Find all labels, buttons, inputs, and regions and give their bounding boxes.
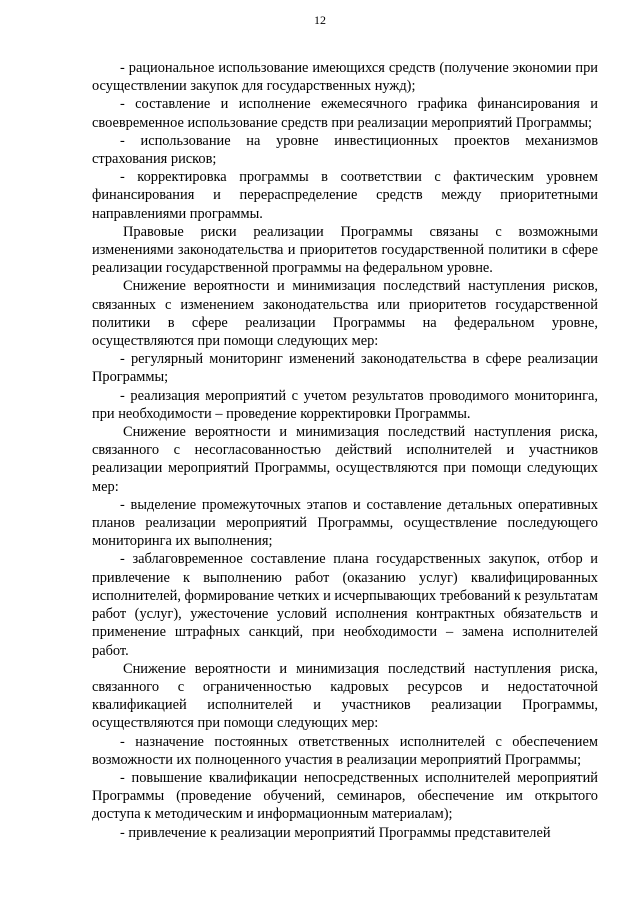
list-item: - выделение промежуточных этапов и составление детальных оперативных планов реализации мероприятий Программы, осуществление последующего мониторинга их выполнения; — [92, 496, 598, 550]
paragraph: Снижение вероятности и минимизация последствий наступления риска, связанного с несогласованностью действий исполнителей и участников реализации мероприятий Программы, осуществляются при помощи следующих мер: — [92, 424, 598, 495]
list-item: - регулярный мониторинг изменений законодательства в сфере реализации Программы; — [92, 351, 598, 386]
list-item: - привлечение к реализации мероприятий Программы представителей — [120, 824, 551, 841]
list-item: - назначение постоянных ответственных исполнителей с обеспечением возможности их полноценного участия в реализации мероприятий Программы; — [92, 733, 598, 768]
paragraph: Правовые риски реализации Программы связаны с возможными изменениями законодательства и приоритетов государственной политики в сфере реализации государственной программы на федеральном уровне. — [92, 223, 598, 277]
list-item: - заблаговременное составление плана государственных закупок, отбор и привлечение к выполнению работ (оказанию услуг) квалифицированных исполнителей, формирование четких и исчерпывающих требований к результатам работ (услуг), ужесточение условий исполнения контрактных обязательств и применение штрафных санкций, при необходимости – замена исполнителей работ. — [92, 551, 598, 659]
list-item: - использование на уровне инвестиционных проектов механизмов страхования рисков; — [92, 132, 598, 168]
page-number: 12 — [314, 13, 326, 27]
list-item: - корректировка программы в соответствии с фактическим уровнем финансирования и перераспределение средств между приоритетными направлениями программы. — [92, 169, 598, 222]
list-item: - составление и исполнение ежемесячного графика финансирования и своевременное использование средств при реализации мероприятий Программы; — [92, 96, 598, 131]
paragraph: Снижение вероятности и минимизация последствий наступления рисков, связанных с изменением законодательства или приоритетов государственной политики в сфере реализации Программы на федеральном уровне, осуществляются при помощи следующих мер: — [92, 278, 598, 350]
list-item: - повышение квалификации непосредственных исполнителей мероприятий Программы (проведение обучений, семинаров, обеспечение им открытого доступа к методическим и информационным материалам); — [92, 769, 598, 823]
list-item: - реализация мероприятий с учетом результатов проводимого мониторинга, при необходимости – проведение корректировки Программы. — [92, 387, 598, 422]
list-item: - рациональное использование имеющихся средств (получение экономии при осуществлении закупок для государственных нужд); — [92, 60, 598, 95]
paragraph: Снижение вероятности и минимизация последствий наступления риска, связанного с ограниченностью кадровых ресурсов и недостаточной квалификацией исполнителей и участников реализации Программы, осуществляются при помощи следующих мер: — [92, 660, 598, 732]
document-body — [92, 59, 598, 842]
